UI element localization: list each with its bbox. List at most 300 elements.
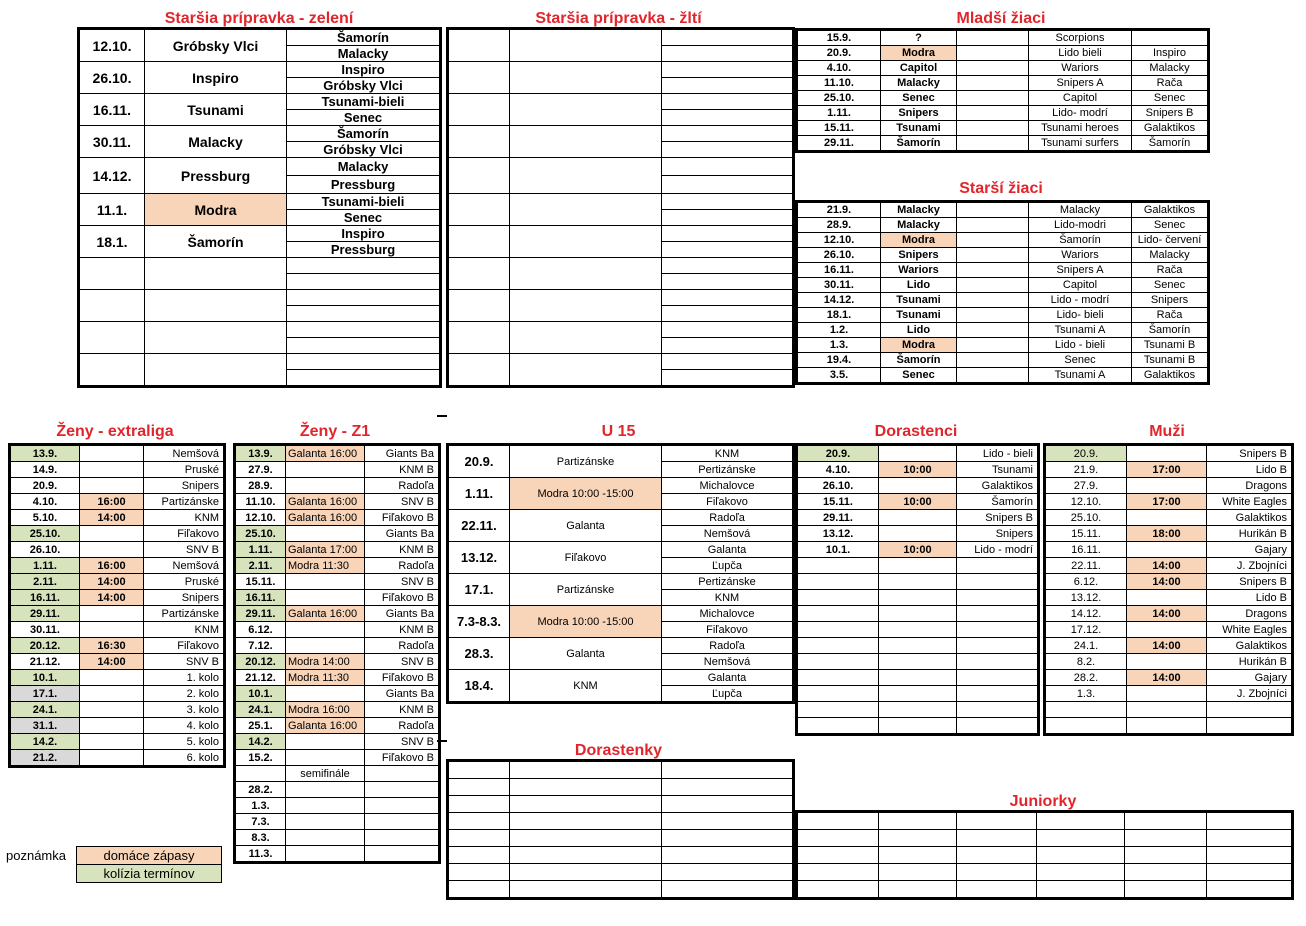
match-venue: Tsunami [881, 121, 957, 136]
team-name [662, 864, 794, 881]
team-name [662, 306, 794, 322]
team-name: Gróbsky Vlci [287, 78, 441, 94]
match-row [10, 445, 225, 462]
match-time [80, 686, 144, 702]
grid-cell [879, 830, 957, 847]
match-row [797, 606, 1039, 622]
team-name: Fiľakovo [144, 638, 225, 654]
match-row [448, 847, 794, 864]
match-note [957, 91, 1029, 106]
match-venue: Tsunami [881, 293, 957, 308]
team-name: Wariors [1029, 248, 1132, 263]
match-time [1127, 718, 1207, 735]
grid-cell [1037, 830, 1125, 847]
grid-cell [957, 864, 1037, 881]
team-name: Nemšová [144, 558, 225, 574]
match-row [10, 638, 225, 654]
match-date [1045, 718, 1127, 735]
match-row [235, 702, 440, 718]
match-date: 26.10. [79, 62, 145, 94]
grid-cell [797, 864, 879, 881]
match-venue-time [286, 622, 365, 638]
match-venue-time [286, 686, 365, 702]
match-row [797, 510, 1039, 526]
match-date: 29.11. [797, 510, 879, 526]
team-name [957, 558, 1039, 574]
match-venue: Partizánske [510, 574, 662, 606]
table-starsi-ziaci [795, 200, 1210, 385]
match-date [448, 796, 510, 813]
team-name: Inspiro [287, 226, 441, 242]
match-venue [510, 761, 662, 779]
team-name [662, 142, 794, 158]
title-sp-zlti: Staršia prípravka - žltí [535, 10, 702, 27]
match-time [80, 702, 144, 718]
match-date: 24.1. [235, 702, 286, 718]
title-dorastenci: Dorastenci [874, 423, 958, 440]
match-date: 14.12. [79, 158, 145, 194]
team-name [662, 94, 794, 110]
team-name: Fiľakovo B [365, 670, 440, 686]
match-row [797, 718, 1039, 735]
match-row [79, 322, 441, 338]
match-time [879, 622, 957, 638]
match-time [879, 606, 957, 622]
team-name: Partizánske [144, 494, 225, 510]
match-date: 1.3. [1045, 686, 1127, 702]
team-name [662, 158, 794, 176]
match-date: 24.1. [10, 702, 80, 718]
team-name: Lido - modrí [957, 542, 1039, 558]
match-venue-time: Modra 11:30 [286, 670, 365, 686]
team-name: Wariors [1029, 61, 1132, 76]
match-row [448, 290, 794, 306]
match-row [448, 94, 794, 110]
team-name: Fiľakovo B [365, 510, 440, 526]
team-name: Tsunami-bieli [287, 94, 441, 110]
match-note [957, 136, 1029, 152]
match-date: 1.3. [797, 338, 881, 353]
match-row [797, 293, 1209, 308]
team-name: Galaktikos [1132, 368, 1209, 384]
match-row [448, 670, 794, 686]
match-date: 20.9. [10, 478, 80, 494]
team-name: SNV B [144, 542, 225, 558]
team-name: SNV B [365, 654, 440, 670]
match-date: 12.10. [797, 233, 881, 248]
match-venue: Modra [145, 194, 287, 226]
match-time: 17:00 [1127, 462, 1207, 478]
match-venue [510, 29, 662, 62]
match-date: 18.1. [797, 308, 881, 323]
title-juniorky: Juniorky [1009, 793, 1077, 810]
team-name [662, 62, 794, 78]
match-venue-time [286, 734, 365, 750]
team-name: Michalovce [662, 606, 794, 622]
match-row [1045, 445, 1293, 462]
team-name: Lido- modrí [1029, 106, 1132, 121]
match-row [1045, 638, 1293, 654]
match-date [448, 354, 510, 387]
team-name: Šamorín [1029, 233, 1132, 248]
team-name [662, 29, 794, 46]
match-note [957, 30, 1029, 46]
match-time: 18:00 [1127, 526, 1207, 542]
match-date: 14.12. [797, 293, 881, 308]
team-name: SNV B [365, 574, 440, 590]
team-name: Rača [1132, 76, 1209, 91]
grid-cell [1207, 847, 1293, 864]
match-venue [510, 864, 662, 881]
match-row [448, 258, 794, 274]
team-name [365, 798, 440, 814]
match-venue: Galanta [510, 510, 662, 542]
grid-cell [797, 812, 879, 830]
grid-cell [957, 881, 1037, 899]
match-date [797, 558, 879, 574]
match-row [797, 46, 1209, 61]
team-name [662, 830, 794, 847]
match-venue: Modra [881, 338, 957, 353]
match-row [797, 670, 1039, 686]
team-name: Inspiro [1132, 46, 1209, 61]
match-row [235, 846, 440, 863]
match-venue: Tsunami [145, 94, 287, 126]
match-row [235, 718, 440, 734]
team-name: Šamorín [1132, 323, 1209, 338]
match-row [797, 494, 1039, 510]
team-name [662, 210, 794, 226]
match-date: 15.11. [797, 121, 881, 136]
match-date: 7.3. [235, 814, 286, 830]
match-row [79, 354, 441, 370]
match-row [235, 445, 440, 462]
team-name: Senec [287, 210, 441, 226]
match-date: 24.1. [1045, 638, 1127, 654]
match-row [797, 106, 1209, 121]
match-row [797, 338, 1209, 353]
match-row [79, 29, 441, 46]
team-name [662, 126, 794, 142]
match-time [879, 590, 957, 606]
match-date: 14.2. [235, 734, 286, 750]
match-date: 13.9. [235, 445, 286, 462]
grid-cell [797, 847, 879, 864]
grid-cell [1037, 847, 1125, 864]
match-date: 17.12. [1045, 622, 1127, 638]
match-date [448, 290, 510, 322]
match-date: 30.11. [797, 278, 881, 293]
match-venue-time: Galanta 16:00 [286, 494, 365, 510]
match-time: 14:00 [1127, 670, 1207, 686]
match-note [957, 218, 1029, 233]
match-row [10, 478, 225, 494]
team-name: Fiľakovo [662, 622, 794, 638]
match-note [957, 121, 1029, 136]
match-row [448, 322, 794, 338]
match-time [80, 734, 144, 750]
match-row [235, 510, 440, 526]
match-row [10, 606, 225, 622]
match-venue: Capitol [881, 61, 957, 76]
match-venue: Modra 10:00 -15:00 [510, 606, 662, 638]
match-time [80, 750, 144, 767]
match-row [797, 278, 1209, 293]
match-row [797, 233, 1209, 248]
match-venue [510, 258, 662, 290]
team-name: Giants Ba [365, 445, 440, 462]
team-name: J. Zbojníci [1207, 558, 1293, 574]
match-date: 13.12. [1045, 590, 1127, 606]
match-time: 14:00 [1127, 574, 1207, 590]
match-row [10, 654, 225, 670]
match-note [957, 202, 1029, 218]
match-date: 16.11. [79, 94, 145, 126]
match-date: 27.9. [235, 462, 286, 478]
table-juniorky [795, 810, 1294, 900]
match-date: 31.1. [10, 718, 80, 734]
team-name: Nemšová [662, 654, 794, 670]
match-row [235, 526, 440, 542]
team-name: Tsunami B [1132, 353, 1209, 368]
team-name: 1. kolo [144, 670, 225, 686]
match-venue-time [286, 638, 365, 654]
team-name: Lido-modri [1029, 218, 1132, 233]
team-name [662, 338, 794, 354]
team-name [662, 847, 794, 864]
match-row [79, 62, 441, 78]
match-row [1045, 462, 1293, 478]
match-date [448, 881, 510, 899]
team-name: Senec [1132, 218, 1209, 233]
match-row [1045, 574, 1293, 590]
title-zeny-extraliga: Ženy - extraliga [56, 423, 174, 440]
match-time [1127, 590, 1207, 606]
match-row [797, 30, 1209, 46]
match-note [957, 368, 1029, 384]
team-name [662, 761, 794, 779]
team-name: KNM B [365, 462, 440, 478]
match-row [10, 750, 225, 767]
match-date: 22.11. [1045, 558, 1127, 574]
match-date: 18.4. [448, 670, 510, 703]
match-venue: Inspiro [145, 62, 287, 94]
match-date: 27.9. [1045, 478, 1127, 494]
match-date: 14.12. [1045, 606, 1127, 622]
team-name [957, 670, 1039, 686]
match-row [10, 558, 225, 574]
match-row [1045, 718, 1293, 735]
team-name: Snipers B [1207, 445, 1293, 462]
match-time [80, 622, 144, 638]
match-row [797, 353, 1209, 368]
team-name: 3. kolo [144, 702, 225, 718]
match-note [957, 308, 1029, 323]
match-time: 16:30 [80, 638, 144, 654]
match-row [235, 734, 440, 750]
match-date: 13.9. [10, 445, 80, 462]
team-name [662, 274, 794, 290]
match-date [797, 654, 879, 670]
match-date: 28.2. [235, 782, 286, 798]
match-date: 28.2. [1045, 670, 1127, 686]
match-time: 10:00 [879, 494, 957, 510]
title-zeny-z1: Ženy - Z1 [299, 423, 371, 440]
team-name: Radoľa [662, 638, 794, 654]
team-name [662, 226, 794, 242]
match-row [797, 574, 1039, 590]
team-name [287, 306, 441, 322]
match-date [79, 258, 145, 290]
match-venue [510, 322, 662, 354]
match-venue: Snipers [881, 106, 957, 121]
team-name [287, 322, 441, 338]
match-time [879, 718, 957, 735]
team-name: KNM [662, 590, 794, 606]
match-time [1127, 622, 1207, 638]
match-date: 1.11. [10, 558, 80, 574]
match-row [10, 574, 225, 590]
grid-cell [1037, 881, 1125, 899]
team-name [287, 258, 441, 274]
match-row [235, 830, 440, 846]
match-venue [510, 62, 662, 94]
match-date [79, 322, 145, 354]
match-venue: Gróbsky Vlci [145, 29, 287, 62]
match-row [79, 94, 441, 110]
grid-cell [879, 812, 957, 830]
team-name: 6. kolo [144, 750, 225, 767]
title-starsi-ziaci: Starší žiaci [959, 180, 1043, 197]
match-venue: Galanta [510, 638, 662, 670]
team-name: Malacky [1029, 202, 1132, 218]
team-name: Lido - bieli [957, 445, 1039, 462]
match-date [79, 354, 145, 387]
team-name [287, 338, 441, 354]
team-name: Lido- bieli [1029, 308, 1132, 323]
match-time [80, 462, 144, 478]
match-venue: Šamorín [881, 136, 957, 152]
match-date [448, 258, 510, 290]
team-name: Ľupča [662, 558, 794, 574]
team-name: Rača [1132, 263, 1209, 278]
grid-cell [957, 847, 1037, 864]
match-date: 1.11. [797, 106, 881, 121]
match-date [448, 62, 510, 94]
match-date: 29.11. [797, 136, 881, 152]
team-name [287, 274, 441, 290]
match-venue [510, 354, 662, 387]
match-row [797, 323, 1209, 338]
match-date: 11.1. [79, 194, 145, 226]
team-name: Senec [1132, 91, 1209, 106]
match-row [235, 574, 440, 590]
match-venue: Pressburg [145, 158, 287, 194]
team-name: Radoľa [662, 510, 794, 526]
match-venue-time: Modra 14:00 [286, 654, 365, 670]
team-name: Giants Ba [365, 606, 440, 622]
match-row [1045, 558, 1293, 574]
match-row [448, 881, 794, 899]
team-name: 2. kolo [144, 686, 225, 702]
match-time [80, 606, 144, 622]
match-row [448, 779, 794, 796]
team-name: Tsunami [957, 462, 1039, 478]
match-note [957, 263, 1029, 278]
match-venue: Lido [881, 278, 957, 293]
match-time: 10:00 [879, 462, 957, 478]
match-row [797, 368, 1209, 384]
match-row [797, 864, 1293, 881]
match-date [448, 813, 510, 830]
team-name [662, 322, 794, 338]
match-date: 15.11. [235, 574, 286, 590]
match-venue: Wariors [881, 263, 957, 278]
team-name [662, 78, 794, 94]
match-venue [510, 796, 662, 813]
team-name: Šamorín [957, 494, 1039, 510]
match-date: 8.2. [1045, 654, 1127, 670]
match-row [448, 606, 794, 622]
match-row [235, 670, 440, 686]
match-row [797, 61, 1209, 76]
match-date: 7.12. [235, 638, 286, 654]
match-venue [510, 290, 662, 322]
match-date: 20.9. [797, 445, 879, 462]
grid-cell [1125, 830, 1207, 847]
match-time [879, 478, 957, 494]
match-date: 28.9. [797, 218, 881, 233]
team-name: Gajary [1207, 670, 1293, 686]
team-name: KNM [662, 445, 794, 462]
legend-home: domáce zápasy [77, 847, 222, 865]
match-row [235, 590, 440, 606]
match-venue-time: Galanta 16:00 [286, 718, 365, 734]
match-date: 13.12. [797, 526, 879, 542]
team-name [957, 590, 1039, 606]
team-name [287, 290, 441, 306]
match-venue-time [286, 830, 365, 846]
match-row [10, 686, 225, 702]
team-name: Michalovce [662, 478, 794, 494]
team-name: KNM [144, 622, 225, 638]
grid-cell [1125, 881, 1207, 899]
team-name: Malacky [287, 46, 441, 62]
match-venue: Tsunami [881, 308, 957, 323]
match-row [10, 670, 225, 686]
match-row [79, 290, 441, 306]
match-time [80, 718, 144, 734]
team-name: Pertizánske [662, 462, 794, 478]
match-venue-time: Galanta 16:00 [286, 510, 365, 526]
divider-mark [437, 415, 447, 417]
match-venue: Snipers [881, 248, 957, 263]
team-name: Inspiro [287, 62, 441, 78]
match-row [797, 622, 1039, 638]
team-name: Snipers [1132, 293, 1209, 308]
match-row [797, 638, 1039, 654]
match-row [10, 734, 225, 750]
match-row [1045, 702, 1293, 718]
team-name: White Eagles [1207, 494, 1293, 510]
team-name: Senec [287, 110, 441, 126]
match-date: 12.10. [1045, 494, 1127, 510]
match-date [448, 94, 510, 126]
team-name: Lido bieli [1029, 46, 1132, 61]
match-date [797, 686, 879, 702]
team-name: SNV B [144, 654, 225, 670]
grid-cell [1037, 812, 1125, 830]
